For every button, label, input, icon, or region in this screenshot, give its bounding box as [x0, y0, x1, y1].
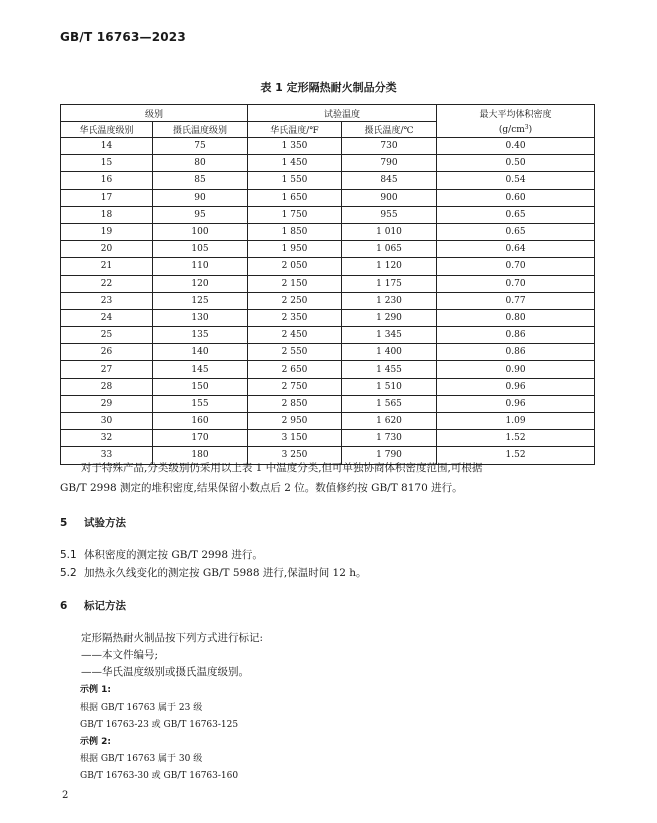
f-grade-cell: 19 — [61, 223, 153, 240]
f-temp-cell: 1 350 — [248, 138, 342, 155]
section-6-heading — [60, 598, 126, 613]
table-row — [61, 309, 595, 326]
f-grade-cell: 20 — [61, 241, 153, 258]
clause-5-1 — [60, 547, 263, 562]
c-grade-cell: 120 — [153, 275, 248, 292]
density-cell: 0.90 — [437, 361, 595, 378]
table-row — [61, 172, 595, 189]
c-temp-cell: 1 175 — [342, 275, 437, 292]
example-2-label: 示例 2: — [80, 737, 111, 747]
c-temp-cell: 845 — [342, 172, 437, 189]
c-temp-cell: 1 345 — [342, 327, 437, 344]
c-temp-cell: 1 290 — [342, 309, 437, 326]
table-row — [61, 430, 595, 447]
density-cell: 0.64 — [437, 241, 595, 258]
c-grade-cell: 130 — [153, 309, 248, 326]
clause-5-2-text: 加热永久线变化的测定按 GB/T 5988 进行,保温时间 12 h。 — [84, 567, 367, 579]
table-row — [61, 258, 595, 275]
f-grade-cell: 15 — [61, 155, 153, 172]
table-row — [61, 327, 595, 344]
example-2-line-1: 根据 GB/T 16763 属于 30 级 — [80, 754, 203, 764]
f-grade-cell: 22 — [61, 275, 153, 292]
f-temp-cell: 1 850 — [248, 223, 342, 240]
table-row — [61, 378, 595, 395]
section-5-number: 5 — [60, 517, 68, 529]
f-grade-cell: 21 — [61, 258, 153, 275]
classification-table — [60, 104, 595, 465]
c-temp-cell: 790 — [342, 155, 437, 172]
section-5-title: 试验方法 — [84, 517, 126, 529]
clause-5-1-text: 体积密度的测定按 GB/T 2998 进行。 — [84, 549, 263, 561]
f-grade-header: 华氏温度级别 — [61, 122, 153, 138]
c-grade-header: 摄氏温度级别 — [153, 122, 248, 138]
marking-intro: 定形隔热耐火制品按下列方式进行标记: — [81, 632, 264, 644]
c-grade-cell: 110 — [153, 258, 248, 275]
note-line-1: 对于特殊产品,分类级别仍采用以上表 1 中温度分类,但可单独协商体积密度范围,可根据 — [81, 462, 483, 474]
f-temp-cell: 2 050 — [248, 258, 342, 275]
f-grade-cell: 27 — [61, 361, 153, 378]
c-temp-cell: 1 565 — [342, 395, 437, 412]
example-1-line-2: GB/T 16763-23 或 GB/T 16763-125 — [80, 720, 239, 730]
c-temp-cell: 1 230 — [342, 292, 437, 309]
c-grade-cell: 125 — [153, 292, 248, 309]
clause-5-1-number: 5.1 — [60, 549, 77, 561]
table-row — [61, 413, 595, 430]
f-temp-cell: 2 950 — [248, 413, 342, 430]
c-temp-cell: 730 — [342, 138, 437, 155]
density-cell: 0.77 — [437, 292, 595, 309]
f-grade-cell: 32 — [61, 430, 153, 447]
c-temp-cell: 900 — [342, 189, 437, 206]
c-grade-cell: 105 — [153, 241, 248, 258]
density-unit-header: $(g/cm^3)$ — [437, 122, 595, 138]
f-grade-cell: 23 — [61, 292, 153, 309]
f-temp-cell: 2 550 — [248, 344, 342, 361]
standard-code-header: GB/T 16763—2023 — [60, 30, 186, 44]
f-grade-cell: 26 — [61, 344, 153, 361]
density-cell: 1.09 — [437, 413, 595, 430]
table-row — [61, 361, 595, 378]
f-temp-cell: 3 250 — [248, 447, 342, 464]
f-temp-cell: 2 150 — [248, 275, 342, 292]
c-grade-cell: 80 — [153, 155, 248, 172]
grade-group-header: 级别 — [61, 105, 248, 122]
f-temp-cell: 1 750 — [248, 206, 342, 223]
marking-item-1: ——本文件编号; — [81, 649, 159, 661]
c-grade-cell: 100 — [153, 223, 248, 240]
density-cell: 0.86 — [437, 344, 595, 361]
f-temp-cell: 2 650 — [248, 361, 342, 378]
c-temp-cell: 1 730 — [342, 430, 437, 447]
f-grade-cell: 28 — [61, 378, 153, 395]
density-cell: 0.70 — [437, 275, 595, 292]
density-cell: 0.70 — [437, 258, 595, 275]
f-temp-cell: 2 450 — [248, 327, 342, 344]
f-temp-header: 华氏温度/℉ — [248, 122, 342, 138]
section-6-number: 6 — [60, 600, 68, 612]
table-row — [61, 395, 595, 412]
f-grade-cell: 33 — [61, 447, 153, 464]
f-temp-cell: 1 550 — [248, 172, 342, 189]
f-temp-cell: 2 250 — [248, 292, 342, 309]
table-row — [61, 206, 595, 223]
c-temp-cell: 1 400 — [342, 344, 437, 361]
c-grade-cell: 95 — [153, 206, 248, 223]
f-temp-cell: 3 150 — [248, 430, 342, 447]
density-cell: 0.54 — [437, 172, 595, 189]
c-grade-cell: 150 — [153, 378, 248, 395]
c-temp-cell: 1 455 — [342, 361, 437, 378]
f-grade-cell: 14 — [61, 138, 153, 155]
f-grade-cell: 30 — [61, 413, 153, 430]
c-grade-cell: 75 — [153, 138, 248, 155]
c-grade-cell: 140 — [153, 344, 248, 361]
c-grade-cell: 90 — [153, 189, 248, 206]
c-temp-cell: 1 510 — [342, 378, 437, 395]
c-grade-cell: 85 — [153, 172, 248, 189]
note-paragraph-cont — [60, 478, 600, 498]
table-row — [61, 189, 595, 206]
f-grade-cell: 18 — [61, 206, 153, 223]
c-temp-cell: 1 010 — [342, 223, 437, 240]
f-grade-cell: 24 — [61, 309, 153, 326]
f-grade-cell: 16 — [61, 172, 153, 189]
c-temp-cell: 1 620 — [342, 413, 437, 430]
f-temp-cell: 1 450 — [248, 155, 342, 172]
table-body — [61, 138, 595, 465]
example-2-line-2: GB/T 16763-30 或 GB/T 16763-160 — [80, 771, 239, 781]
density-cell: 0.50 — [437, 155, 595, 172]
f-temp-cell: 2 850 — [248, 395, 342, 412]
c-temp-cell: 1 065 — [342, 241, 437, 258]
page-number: 2 — [62, 790, 69, 801]
c-grade-cell: 170 — [153, 430, 248, 447]
f-grade-cell: 25 — [61, 327, 153, 344]
density-cell: 0.80 — [437, 309, 595, 326]
clause-5-2-number: 5.2 — [60, 567, 77, 579]
table-row — [61, 241, 595, 258]
table-row — [61, 275, 595, 292]
density-cell: 0.60 — [437, 189, 595, 206]
table-row — [61, 155, 595, 172]
density-header: 最大平均体积密度 — [437, 105, 595, 122]
density-cell: 0.96 — [437, 395, 595, 412]
density-cell: 0.65 — [437, 223, 595, 240]
c-temp-cell: 1 790 — [342, 447, 437, 464]
example-1-label: 示例 1: — [80, 685, 111, 695]
c-temp-header: 摄氏温度/℃ — [342, 122, 437, 138]
note-line-2: GB/T 2998 测定的堆积密度,结果保留小数点后 2 位。数值修约按 GB/T 8170 进行。 — [60, 482, 463, 494]
c-grade-cell: 180 — [153, 447, 248, 464]
c-temp-cell: 955 — [342, 206, 437, 223]
table-title: 表 1 定形隔热耐火制品分类 — [260, 81, 397, 94]
test-temp-group-header: 试验温度 — [248, 105, 437, 122]
f-temp-cell: 1 650 — [248, 189, 342, 206]
table-row — [61, 138, 595, 155]
f-temp-cell: 2 750 — [248, 378, 342, 395]
note-paragraph — [60, 458, 600, 478]
c-grade-cell: 155 — [153, 395, 248, 412]
clause-5-2 — [60, 565, 367, 580]
marking-item-2: ——华氏温度级别或摄氏温度级别。 — [81, 666, 249, 678]
c-grade-cell: 145 — [153, 361, 248, 378]
c-temp-cell: 1 120 — [342, 258, 437, 275]
f-grade-cell: 17 — [61, 189, 153, 206]
table-row — [61, 223, 595, 240]
f-grade-cell: 29 — [61, 395, 153, 412]
density-cell: 0.86 — [437, 327, 595, 344]
f-temp-cell: 1 950 — [248, 241, 342, 258]
c-grade-cell: 135 — [153, 327, 248, 344]
section-6-title: 标记方法 — [84, 600, 126, 612]
density-cell: 1.52 — [437, 430, 595, 447]
density-cell: 0.65 — [437, 206, 595, 223]
density-cell: 0.96 — [437, 378, 595, 395]
example-1-line-1: 根据 GB/T 16763 属于 23 级 — [80, 703, 203, 713]
density-cell: 0.40 — [437, 138, 595, 155]
table-row — [61, 344, 595, 361]
c-grade-cell: 160 — [153, 413, 248, 430]
table-row — [61, 292, 595, 309]
f-temp-cell: 2 350 — [248, 309, 342, 326]
section-5-heading — [60, 515, 126, 530]
density-cell: 1.52 — [437, 447, 595, 464]
